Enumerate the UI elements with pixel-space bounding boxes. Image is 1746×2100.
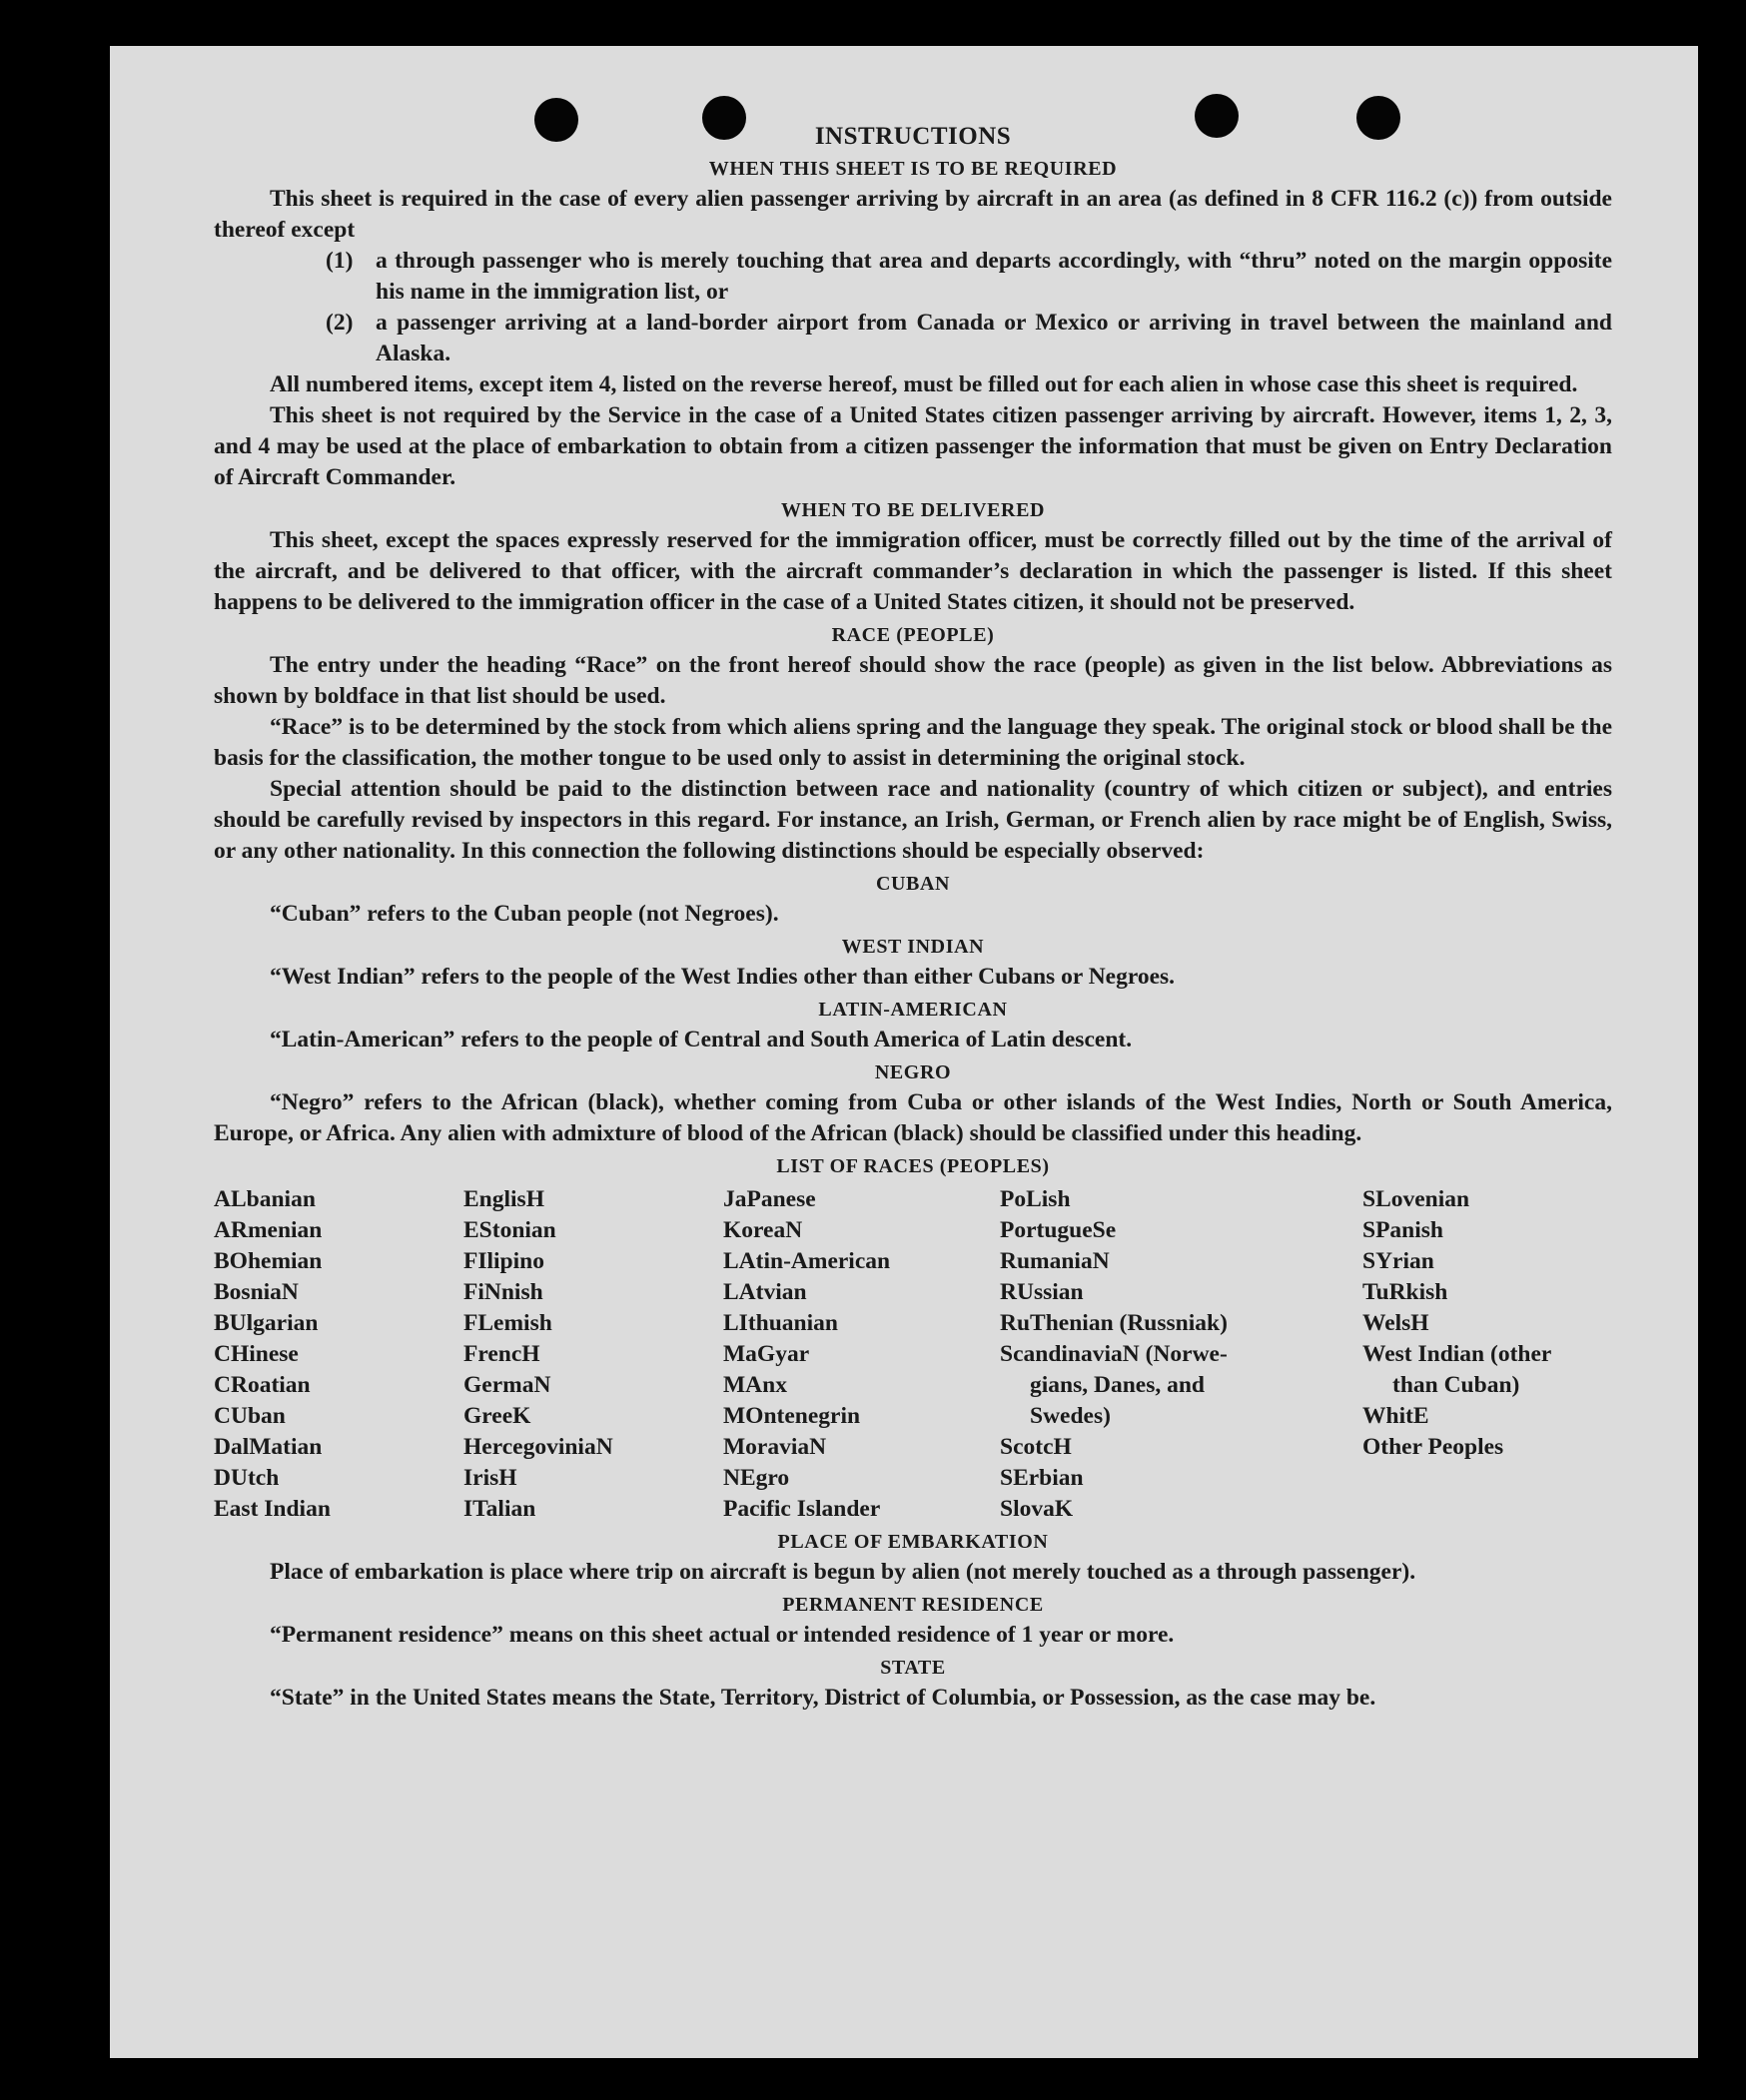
race-item: LAtin-American bbox=[723, 1248, 891, 1274]
race-item: ARmenian bbox=[214, 1217, 323, 1243]
item-number: (1) bbox=[326, 248, 354, 274]
race-item: ALbanian bbox=[214, 1186, 316, 1212]
race-item: PortugueSe bbox=[1000, 1217, 1117, 1243]
race-item: KoreaN bbox=[723, 1217, 803, 1243]
race-column bbox=[1362, 1184, 1612, 1525]
race-item: EnglisH bbox=[463, 1186, 544, 1212]
race-item: East Indian bbox=[214, 1496, 331, 1522]
race-item: HercegoviniaN bbox=[463, 1434, 613, 1460]
race-item: FLemish bbox=[463, 1310, 552, 1336]
race-item: ScotcH bbox=[1000, 1434, 1072, 1460]
paragraph: “State” in the United States means the State, Territory, District of Columbia, or Possession, as the case may be. bbox=[270, 1685, 1376, 1711]
item-text: a passenger arriving at a land-border airport from Canada or Mexico or arriving in travel between the mainland and Alaska. bbox=[376, 310, 1612, 366]
race-item: MaGyar bbox=[723, 1341, 810, 1367]
paragraph: “Race” is to be determined by the stock from which aliens spring and the language they speak. The original stock or blood shall be the basis for the classification, the mother tongue to be used only to assist in determining the original stock. bbox=[214, 714, 1612, 771]
section-heading: WHEN TO BE DELIVERED bbox=[780, 499, 1046, 521]
paragraph: Place of embarkation is place where trip on aircraft is begun by alien (not merely touched as a through passenger). bbox=[270, 1559, 1416, 1585]
document-page bbox=[110, 46, 1698, 2058]
race-item: CRoatian bbox=[214, 1372, 311, 1398]
section-heading: CUBAN bbox=[875, 873, 951, 895]
race-item: DUtch bbox=[214, 1465, 280, 1491]
race-item: RuThenian (Russniak) bbox=[1000, 1310, 1228, 1336]
item-text: a through passenger who is merely touching that area and departs accordingly, with “thru” noted on the margin opposite his name in the immigration list, or bbox=[376, 248, 1612, 305]
paragraph: This sheet is required in the case of every alien passenger arriving by aircraft in an area (as defined in 8 CFR 116.2 (c)) from outside thereof except bbox=[214, 186, 1612, 243]
race-item: SlovaK bbox=[1000, 1496, 1074, 1522]
race-item: GreeK bbox=[463, 1403, 531, 1429]
race-item: SPanish bbox=[1362, 1217, 1443, 1243]
race-item: BosniaN bbox=[214, 1279, 299, 1305]
page-title: INSTRUCTIONS bbox=[814, 123, 1012, 150]
race-item: CUban bbox=[214, 1403, 286, 1429]
race-column bbox=[1000, 1184, 1362, 1525]
section-heading: PERMANENT RESIDENCE bbox=[782, 1594, 1044, 1616]
list-item bbox=[214, 308, 1612, 369]
paragraph: “Permanent residence” means on this sheet actual or intended residence of 1 year or more. bbox=[270, 1622, 1175, 1648]
section-heading: STATE bbox=[880, 1657, 946, 1679]
section-heading: LIST OF RACES (PEOPLES) bbox=[776, 1155, 1050, 1177]
race-item: SErbian bbox=[1000, 1465, 1084, 1491]
race-item: ScandinaviaN (Norwe- bbox=[1000, 1341, 1228, 1367]
paragraph: This sheet is not required by the Service in the case of a United States citizen passenger arriving by aircraft. However, items 1, 2, 3, and 4 may be used at the place of embarkation to obtain from a citizen passenger the information that must be given on Entry Declaration of Aircraft Commander. bbox=[214, 402, 1612, 490]
race-item: Other Peoples bbox=[1362, 1434, 1504, 1460]
race-item: FIlipino bbox=[463, 1248, 544, 1274]
race-item: gians, Danes, and bbox=[1030, 1372, 1205, 1398]
paragraph: “Cuban” refers to the Cuban people (not Negroes). bbox=[270, 901, 779, 927]
race-item: RumaniaN bbox=[1000, 1248, 1110, 1274]
race-item: than Cuban) bbox=[1392, 1372, 1520, 1398]
section-heading: LATIN-AMERICAN bbox=[818, 999, 1008, 1021]
race-column bbox=[214, 1184, 463, 1525]
race-item: WelsH bbox=[1362, 1310, 1429, 1336]
instructions-body bbox=[214, 122, 1612, 1714]
race-item: West Indian (other bbox=[1362, 1341, 1552, 1367]
race-item: SYrian bbox=[1362, 1248, 1434, 1274]
race-item: BOhemian bbox=[214, 1248, 323, 1274]
section-heading: RACE (PEOPLE) bbox=[831, 624, 995, 646]
race-item: MoraviaN bbox=[723, 1434, 827, 1460]
race-item: Swedes) bbox=[1030, 1403, 1111, 1429]
race-column bbox=[723, 1184, 1000, 1525]
race-item: LIthuanian bbox=[723, 1310, 838, 1336]
race-item: FiNnish bbox=[463, 1279, 543, 1305]
race-item: IrisH bbox=[463, 1465, 517, 1491]
race-item: GermaN bbox=[463, 1372, 551, 1398]
race-item: JaPanese bbox=[723, 1186, 816, 1212]
paragraph: This sheet, except the spaces expressly reserved for the immigration officer, must be correctly filled out by the time of the arrival of the aircraft, and be delivered to that officer, with the aircraft commander’s declaration in which the passenger is listed. If this sheet happens to be delivered to the immigration officer in the case of a United States citizen, it should not be preserved. bbox=[214, 527, 1612, 615]
race-item: WhitE bbox=[1362, 1403, 1429, 1429]
paragraph: “Latin-American” refers to the people of Central and South America of Latin descent. bbox=[270, 1027, 1133, 1052]
race-item: EStonian bbox=[463, 1217, 556, 1243]
race-item: RUssian bbox=[1000, 1279, 1084, 1305]
section-heading: WEST INDIAN bbox=[841, 936, 985, 958]
race-list bbox=[214, 1184, 1612, 1525]
race-item: MOntenegrin bbox=[723, 1403, 861, 1429]
paragraph: Special attention should be paid to the distinction between race and nationality (country of which citizen or subject), and entries should be carefully revised by inspectors in this regard. For instance, an Irish, German, or French alien by race might be of English, Swiss, or any other nationality. In this connection the following distinctions should be especially observed: bbox=[214, 776, 1612, 864]
section-heading: WHEN THIS SHEET IS TO BE REQUIRED bbox=[708, 158, 1118, 180]
paragraph: “West Indian” refers to the people of the West Indies other than either Cubans or Negroes. bbox=[270, 964, 1176, 990]
race-item: SLovenian bbox=[1362, 1186, 1470, 1212]
race-item: ITalian bbox=[463, 1496, 536, 1522]
list-item bbox=[214, 246, 1612, 308]
race-column bbox=[463, 1184, 723, 1525]
race-item: MAnx bbox=[723, 1372, 787, 1398]
race-item: NEgro bbox=[723, 1465, 790, 1491]
race-item: LAtvian bbox=[723, 1279, 807, 1305]
race-item: BUlgarian bbox=[214, 1310, 319, 1336]
paragraph: “Negro” refers to the African (black), whether coming from Cuba or other islands of the West Indies, North or South America, Europe, or Africa. Any alien with admixture of blood of the African (black) should be classified under this heading. bbox=[214, 1089, 1612, 1146]
race-item: CHinese bbox=[214, 1341, 299, 1367]
race-item: Pacific Islander bbox=[723, 1496, 881, 1522]
section-heading: NEGRO bbox=[874, 1061, 952, 1083]
paragraph: All numbered items, except item 4, listed on the reverse hereof, must be filled out for each alien in whose case this sheet is required. bbox=[270, 371, 1578, 397]
race-item: TuRkish bbox=[1362, 1279, 1448, 1305]
paragraph: The entry under the heading “Race” on the front hereof should show the race (people) as given in the list below. Abbreviations as shown by boldface in that list should be used. bbox=[214, 652, 1612, 709]
race-item: DalMatian bbox=[214, 1434, 323, 1460]
race-item: PoLish bbox=[1000, 1186, 1071, 1212]
item-number: (2) bbox=[326, 310, 354, 336]
section-heading: PLACE OF EMBARKATION bbox=[777, 1531, 1049, 1553]
race-item: FrencH bbox=[463, 1341, 540, 1367]
